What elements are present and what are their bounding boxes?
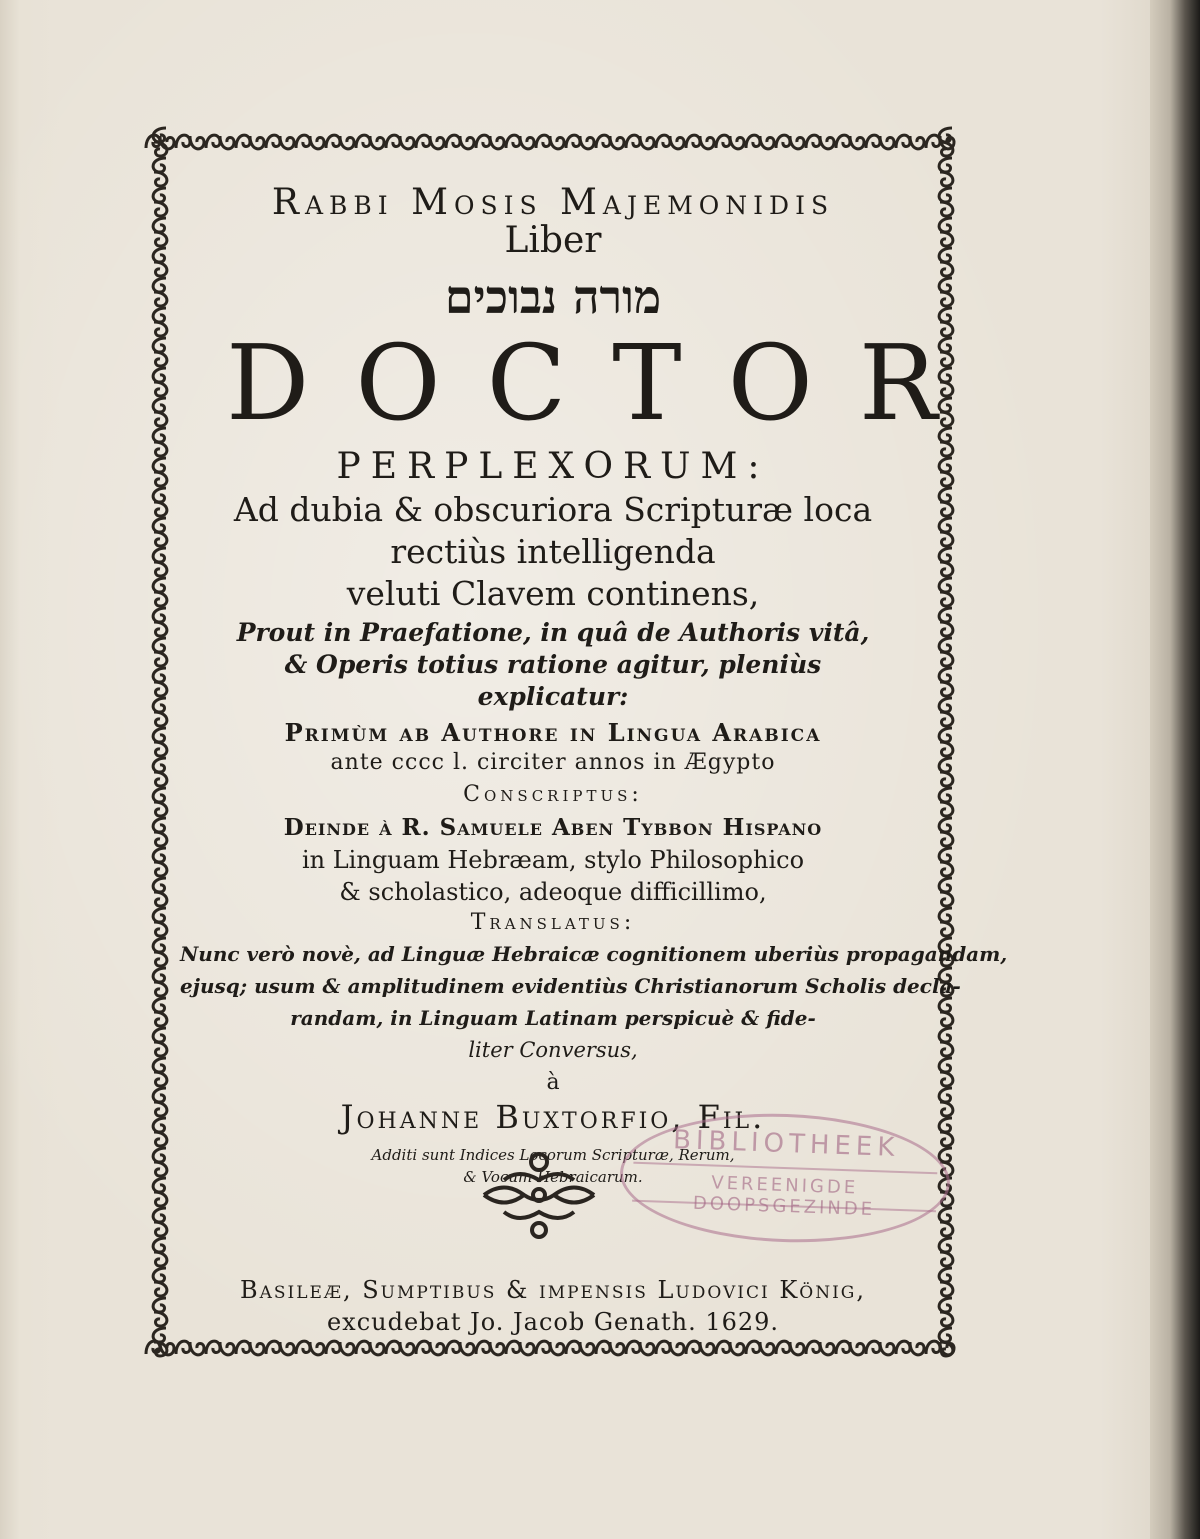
border-scroll bbox=[153, 128, 167, 156]
border-scroll bbox=[326, 1341, 354, 1355]
border-scroll bbox=[939, 728, 953, 756]
border-scroll bbox=[939, 218, 953, 246]
border-scroll bbox=[153, 518, 167, 546]
border-scroll bbox=[939, 698, 953, 726]
hebrew-title: מורה נבוכים bbox=[444, 270, 662, 324]
line-ejusq: ejusq; usum & amplitudinem evidentiùs Christianorum Scholis decla- bbox=[180, 974, 961, 998]
border-scroll bbox=[686, 1341, 714, 1355]
perplexorum-title: PERPLEXORUM: bbox=[336, 446, 770, 487]
border-scroll bbox=[939, 518, 953, 546]
line-conscriptus: Conscriptus: bbox=[463, 782, 643, 807]
border-scroll bbox=[153, 818, 167, 846]
border-scroll bbox=[716, 135, 744, 149]
border-scroll bbox=[506, 1341, 534, 1355]
border-scroll bbox=[153, 728, 167, 756]
border-scroll bbox=[153, 1208, 167, 1236]
border-scroll bbox=[356, 135, 384, 149]
border-scroll bbox=[416, 1341, 444, 1355]
border-scroll bbox=[236, 1341, 264, 1355]
border-scroll bbox=[939, 548, 953, 576]
border-scroll bbox=[806, 135, 834, 149]
border-scroll bbox=[939, 1088, 953, 1116]
printers-ornament bbox=[474, 1150, 604, 1240]
border-scroll bbox=[686, 135, 714, 149]
border-scroll bbox=[153, 1028, 167, 1056]
border-scroll bbox=[939, 1238, 953, 1266]
border-scroll bbox=[386, 1341, 414, 1355]
line-liter: liter Conversus, bbox=[468, 1038, 638, 1062]
page-edge bbox=[1150, 0, 1200, 1539]
line-primum: Primùm ab Authore in Lingua Arabica bbox=[284, 718, 822, 747]
border-scroll bbox=[153, 578, 167, 606]
border-scroll bbox=[416, 135, 444, 149]
border-scroll bbox=[153, 968, 167, 996]
border-scroll bbox=[896, 1341, 924, 1355]
border-scroll bbox=[939, 578, 953, 606]
line-vocum: & Vocum Hebraicarum. bbox=[463, 1168, 643, 1186]
border-scroll bbox=[939, 188, 953, 216]
border-scroll bbox=[153, 428, 167, 456]
border-scroll bbox=[836, 135, 864, 149]
line-excudebat: excudebat Jo. Jacob Genath. 1629. bbox=[326, 1308, 780, 1336]
border-scroll bbox=[476, 135, 504, 149]
border-scroll bbox=[939, 758, 953, 786]
border-scroll bbox=[566, 1341, 594, 1355]
border-scroll bbox=[206, 135, 234, 149]
border-scroll bbox=[153, 1058, 167, 1086]
border-scroll bbox=[176, 135, 204, 149]
border-scroll bbox=[153, 998, 167, 1026]
border-scroll bbox=[939, 458, 953, 486]
border-scroll bbox=[153, 368, 167, 396]
border-scroll bbox=[326, 135, 354, 149]
border-top bbox=[142, 124, 964, 160]
border-scroll bbox=[153, 1178, 167, 1206]
border-scroll bbox=[596, 1341, 624, 1355]
border-scroll bbox=[536, 135, 564, 149]
doctor-title: DOCTOR bbox=[226, 322, 984, 444]
line-additi: Additi sunt Indices Locorum Scripturæ, Rerum, bbox=[371, 1146, 735, 1164]
border-scroll bbox=[939, 128, 953, 156]
border-scroll bbox=[153, 548, 167, 576]
border-scroll bbox=[296, 1341, 324, 1355]
border-scroll bbox=[506, 135, 534, 149]
border-scroll bbox=[153, 188, 167, 216]
border-scroll bbox=[716, 1341, 744, 1355]
border-left bbox=[142, 124, 178, 1366]
author-line: Rabbi Mosis Majemonidis bbox=[271, 182, 835, 223]
border-scroll bbox=[939, 908, 953, 936]
border-scroll bbox=[386, 135, 414, 149]
border-scroll bbox=[153, 1118, 167, 1146]
border-scroll bbox=[153, 668, 167, 696]
border-scroll bbox=[356, 1341, 384, 1355]
border-scroll bbox=[153, 608, 167, 636]
subtitle-ad-dubia: Ad dubia & obscuriora Scripturæ loca bbox=[233, 490, 873, 529]
border-scroll bbox=[153, 848, 167, 876]
border-scroll bbox=[153, 1268, 167, 1296]
border-scroll bbox=[939, 1328, 953, 1356]
line-translatus: Translatus: bbox=[470, 910, 636, 935]
border-scroll bbox=[536, 1341, 564, 1355]
border-scroll bbox=[626, 135, 654, 149]
line-operis: & Operis totius ratione agitur, pleniùs bbox=[284, 650, 822, 679]
border-scroll bbox=[206, 1341, 234, 1355]
line-johanne: Johanne Buxtorfio, Fil. bbox=[340, 1098, 766, 1136]
border-scroll bbox=[896, 135, 924, 149]
border-scroll bbox=[153, 1238, 167, 1266]
border-scroll bbox=[656, 135, 684, 149]
border-scroll bbox=[153, 788, 167, 816]
border-scroll bbox=[153, 218, 167, 246]
border-scroll bbox=[153, 638, 167, 666]
border-scroll bbox=[776, 1341, 804, 1355]
line-a: à bbox=[546, 1070, 560, 1095]
border-scroll bbox=[153, 278, 167, 306]
border-scroll bbox=[153, 398, 167, 426]
border-scroll bbox=[939, 668, 953, 696]
border-scroll bbox=[866, 1341, 894, 1355]
border-scroll bbox=[939, 878, 953, 906]
border-scroll bbox=[939, 158, 953, 186]
border-scroll bbox=[153, 698, 167, 726]
line-deinde: Deinde à R. Samuele Aben Tybbon Hispano bbox=[283, 814, 823, 841]
line-basileae: Basileæ, Sumptibus & impensis Ludovici König, bbox=[239, 1276, 867, 1304]
border-scroll bbox=[866, 135, 894, 149]
border-scroll bbox=[153, 338, 167, 366]
border-scroll bbox=[236, 135, 264, 149]
border-scroll bbox=[939, 278, 953, 306]
border-scroll bbox=[939, 248, 953, 276]
line-nunc: Nunc verò novè, ad Linguæ Hebraicæ cognitionem uberiùs propagandam, bbox=[180, 942, 1008, 966]
border-scroll bbox=[939, 488, 953, 516]
border-scroll bbox=[476, 1341, 504, 1355]
border-scroll bbox=[153, 308, 167, 336]
border-scroll bbox=[153, 938, 167, 966]
border-scroll bbox=[266, 1341, 294, 1355]
border-scroll bbox=[746, 135, 774, 149]
border-scroll bbox=[153, 908, 167, 936]
stamp-line-1: BIBLIOTHEEK bbox=[672, 1125, 900, 1163]
border-scroll bbox=[939, 1298, 953, 1326]
line-prout: Prout in Praefatione, in quâ de Authoris vitâ, bbox=[236, 618, 870, 647]
border-scroll bbox=[836, 1341, 864, 1355]
border-scroll bbox=[939, 848, 953, 876]
border-scroll bbox=[939, 608, 953, 636]
border-scroll bbox=[153, 1088, 167, 1116]
border-scroll bbox=[746, 1341, 774, 1355]
border-scroll bbox=[153, 1328, 167, 1356]
border-scroll bbox=[153, 158, 167, 186]
stamp-line-2: VEREENIGDE DOOPSGEZINDE bbox=[692, 1172, 876, 1221]
border-scroll bbox=[939, 788, 953, 816]
border-scroll bbox=[939, 1058, 953, 1086]
line-in-linguam: in Linguam Hebræam, stylo Philosophico bbox=[301, 846, 805, 874]
subtitle-rectius: rectiùs intelligenda bbox=[390, 532, 716, 571]
border-scroll bbox=[566, 135, 594, 149]
border-scroll bbox=[266, 135, 294, 149]
border-scroll bbox=[153, 758, 167, 786]
border-scroll bbox=[153, 1298, 167, 1326]
border-scroll bbox=[296, 135, 324, 149]
border-scroll bbox=[806, 1341, 834, 1355]
liber-line: Liber bbox=[504, 220, 602, 261]
border-scroll bbox=[153, 878, 167, 906]
border-scroll bbox=[776, 135, 804, 149]
border-scroll bbox=[596, 135, 624, 149]
border-scroll bbox=[176, 1341, 204, 1355]
border-scroll bbox=[153, 458, 167, 486]
line-scholastico: & scholastico, adeoque difficillimo, bbox=[339, 878, 767, 906]
border-scroll bbox=[153, 488, 167, 516]
border-scroll bbox=[626, 1341, 654, 1355]
border-scroll bbox=[153, 248, 167, 276]
border-scroll bbox=[656, 1341, 684, 1355]
border-scroll bbox=[446, 135, 474, 149]
line-explicatur: explicatur: bbox=[477, 682, 629, 711]
border-scroll bbox=[939, 998, 953, 1026]
border-scroll bbox=[939, 638, 953, 666]
border-scroll bbox=[153, 1148, 167, 1176]
line-randam: randam, in Linguam Latinam perspicuè & fide- bbox=[290, 1006, 816, 1030]
subtitle-veluti: veluti Clavem continens, bbox=[346, 574, 760, 613]
line-ante: ante cccc l. circiter annos in Ægypto bbox=[330, 750, 776, 775]
border-scroll bbox=[939, 1268, 953, 1296]
border-scroll bbox=[939, 1028, 953, 1056]
border-scroll bbox=[939, 818, 953, 846]
border-scroll bbox=[446, 1341, 474, 1355]
